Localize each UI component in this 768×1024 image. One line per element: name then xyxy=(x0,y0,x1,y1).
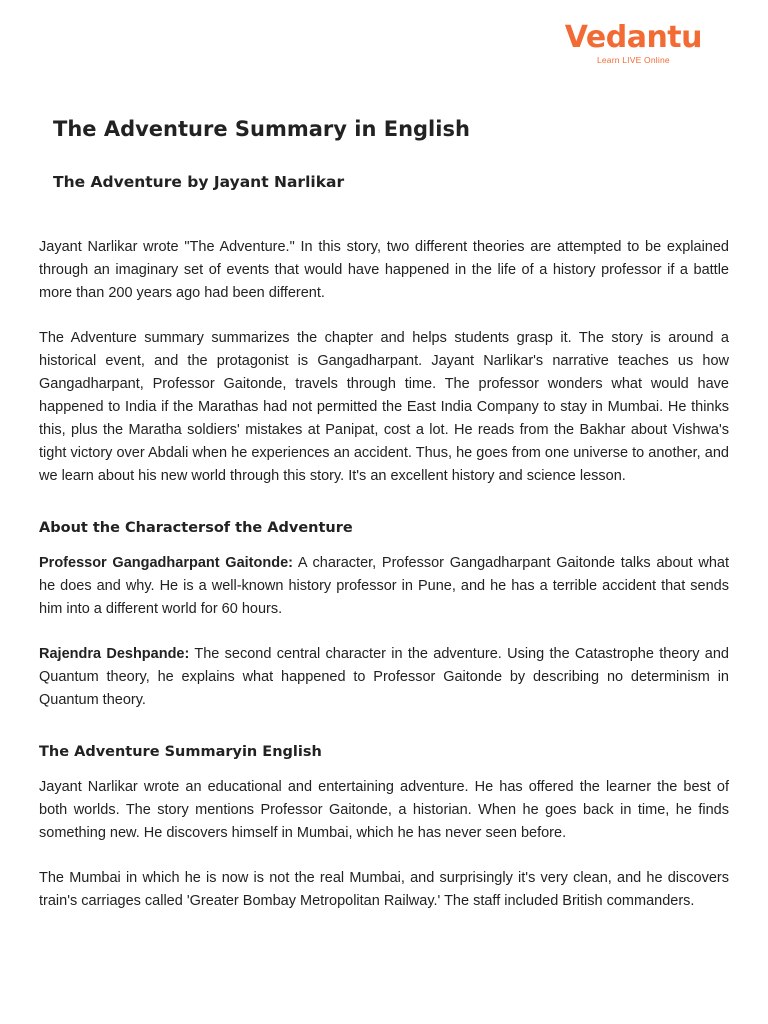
page-subtitle: The Adventure by Jayant Narlikar xyxy=(53,173,345,191)
character-deshpande xyxy=(39,643,729,712)
page-title: The Adventure Summary in English xyxy=(53,117,470,141)
intro-paragraph-2: The Adventure summary summarizes the chapter and helps students grasp it. The story is around a historical event, and the protagonist is Gangadharpant. Jayant Narlikar's narrative teaches us how Gangadharpant, Professor Gaitonde, travels through time. The professor wonders what would have happened to India if the Marathas had not permitted the East India Company to stay in Mumbai. He thinks this, plus the Maratha soldiers' mistakes at Panipat, cost a lot. He reads from the Bakhar about Vishwa's tight victory over Abdali when he experiences an accident. Thus, he goes from one universe to another, and we learn about his new world through this story. It's an excellent history and science lesson. xyxy=(39,330,729,484)
character-gaitonde xyxy=(39,552,729,621)
characters-heading: About the Charactersof the Adventure xyxy=(39,520,353,536)
summary-paragraph-2: The Mumbai in which he is now is not the real Mumbai, and surprisingly it's very clean, and he discovers train's carriages called 'Greater Bombay Metropolitan Railway.' The staff included British commanders. xyxy=(39,870,729,909)
logo-brand: Vedantu xyxy=(564,20,702,55)
character-deshpande-name: Rajendra Deshpande: xyxy=(39,646,190,662)
character-gaitonde-name: Professor Gangadharpant Gaitonde: xyxy=(39,555,293,571)
summary-paragraph-1: Jayant Narlikar wrote an educational and entertaining adventure. He has offered the learner the best of both worlds. The story mentions Professor Gaitonde, a historian. When he goes back in time, he finds something new. He discovers himself in Mumbai, which he has never seen before. xyxy=(39,779,729,841)
logo-tagline: Learn LIVE Online xyxy=(596,55,670,65)
summary-heading: The Adventure Summaryin English xyxy=(39,744,322,760)
vedantu-logo xyxy=(565,22,702,65)
character-deshpande-text: The second central character in the adventure. Using the Catastrophe theory and Quantum theory, he explains what happened to Professor Gaitonde by describing no determinism in Quantum theory. xyxy=(39,646,729,708)
intro-paragraph-1: Jayant Narlikar wrote "The Adventure." In this story, two different theories are attempted to be explained through an imaginary set of events that would have happened in the life of a history professor if a battle more than 200 years ago had been different. xyxy=(39,239,729,301)
character-gaitonde-text: A character, Professor Gangadharpant Gaitonde talks about what he does and why. He is a well-known history professor in Pune, and he has a terrible accident that sends him into a different world for 60 hours. xyxy=(39,555,729,617)
article-body xyxy=(39,236,729,935)
